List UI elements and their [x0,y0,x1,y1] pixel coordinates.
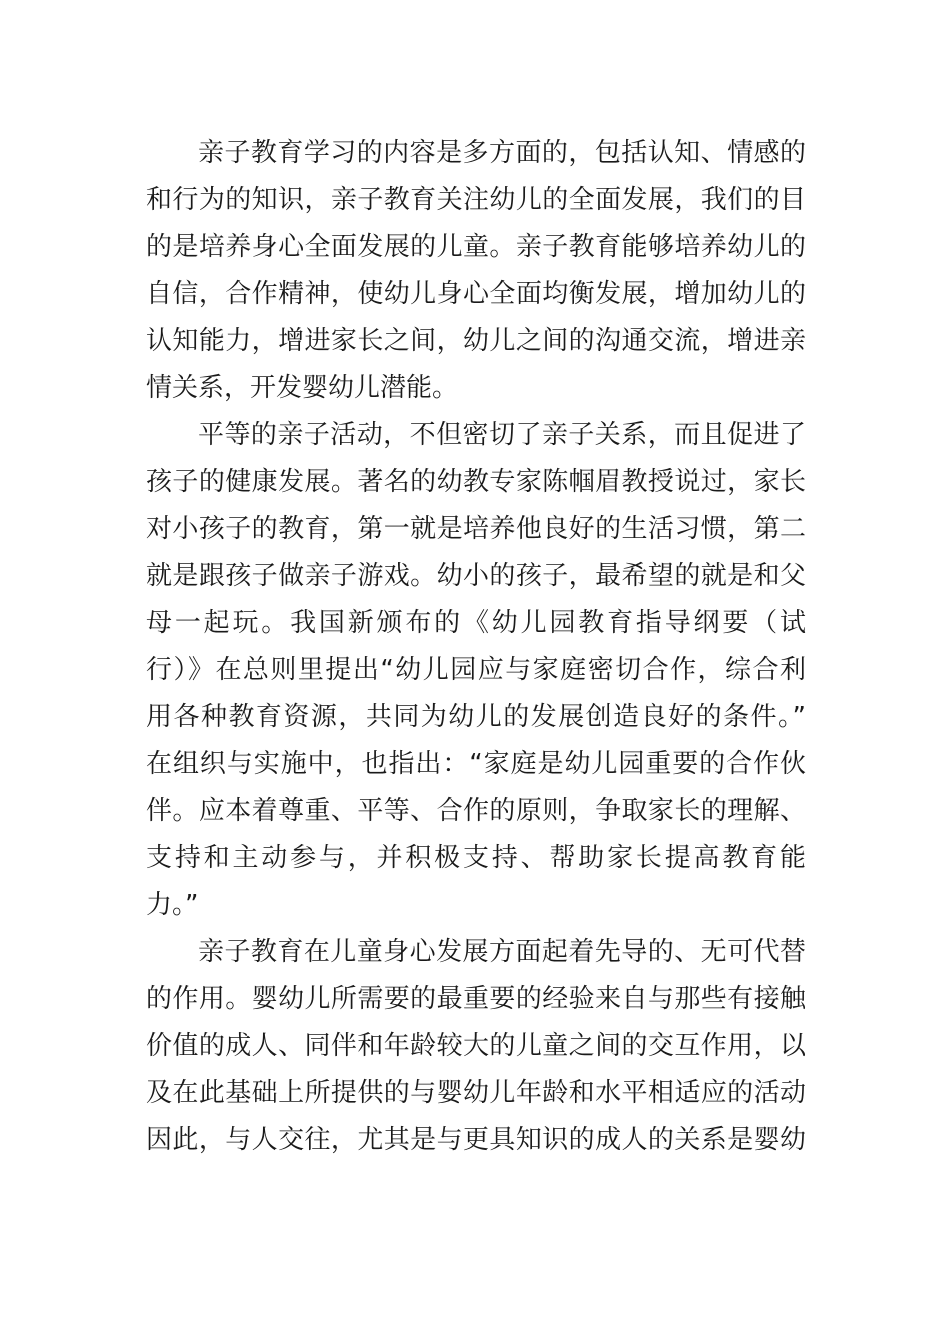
text-line: 母一起玩。我国新颁布的《幼儿园教育指导纲要（试 [146,608,806,638]
text-line: 的是培养身心全面发展的儿童。亲子教育能够培养幼儿的 [146,232,806,262]
paragraph-3 [146,929,806,1164]
text-line: 在组织与实施中，也指出：“家庭是幼儿园重要的合作伙 [146,749,806,779]
text-line: 及在此基础上所提供的与婴幼儿年龄和水平相适应的活动 [146,1078,806,1108]
text-line: 和行为的知识，亲子教育关注幼儿的全面发展，我们的目 [146,185,806,215]
text-line: 力。” [146,890,199,920]
text-line: 情关系，开发婴幼儿潜能。 [146,373,459,403]
text-line: 自信，合作精神，使幼儿身心全面均衡发展，增加幼儿的 [146,279,806,309]
text-line: 伴。应本着尊重、平等、合作的原则，争取家长的理解、 [146,796,806,826]
text-line: 支持和主动参与，并积极支持、帮助家长提高教育能 [146,843,806,873]
text-line: 亲子教育在儿童身心发展方面起着先导的、无可代替 [198,937,806,967]
paragraph-2 [146,412,806,929]
document-body [146,130,806,1164]
text-line: 用各种教育资源，共同为幼儿的发展创造良好的条件。” [146,702,806,732]
text-line: 价值的成人、同伴和年龄较大的儿童之间的交互作用，以 [146,1031,806,1061]
paragraph-1 [146,130,806,412]
text-line: 行）》在总则里提出“幼儿园应与家庭密切合作，综合利 [146,655,806,685]
text-line: 的作用。婴幼儿所需要的最重要的经验来自与那些有接触 [146,984,806,1014]
text-line: 认知能力，增进家长之间，幼儿之间的沟通交流，增进亲 [146,326,806,356]
text-line: 亲子教育学习的内容是多方面的，包括认知、情感的 [198,138,806,168]
text-line: 平等的亲子活动，不但密切了亲子关系，而且促进了 [198,420,806,450]
text-line: 因此，与人交往，尤其是与更具知识的成人的关系是婴幼 [146,1125,806,1155]
text-line: 孩子的健康发展。著名的幼教专家陈帼眉教授说过，家长 [146,467,806,497]
text-line: 对小孩子的教育，第一就是培养他良好的生活习惯，第二 [146,514,806,544]
text-line: 就是跟孩子做亲子游戏。幼小的孩子，最希望的就是和父 [146,561,806,591]
